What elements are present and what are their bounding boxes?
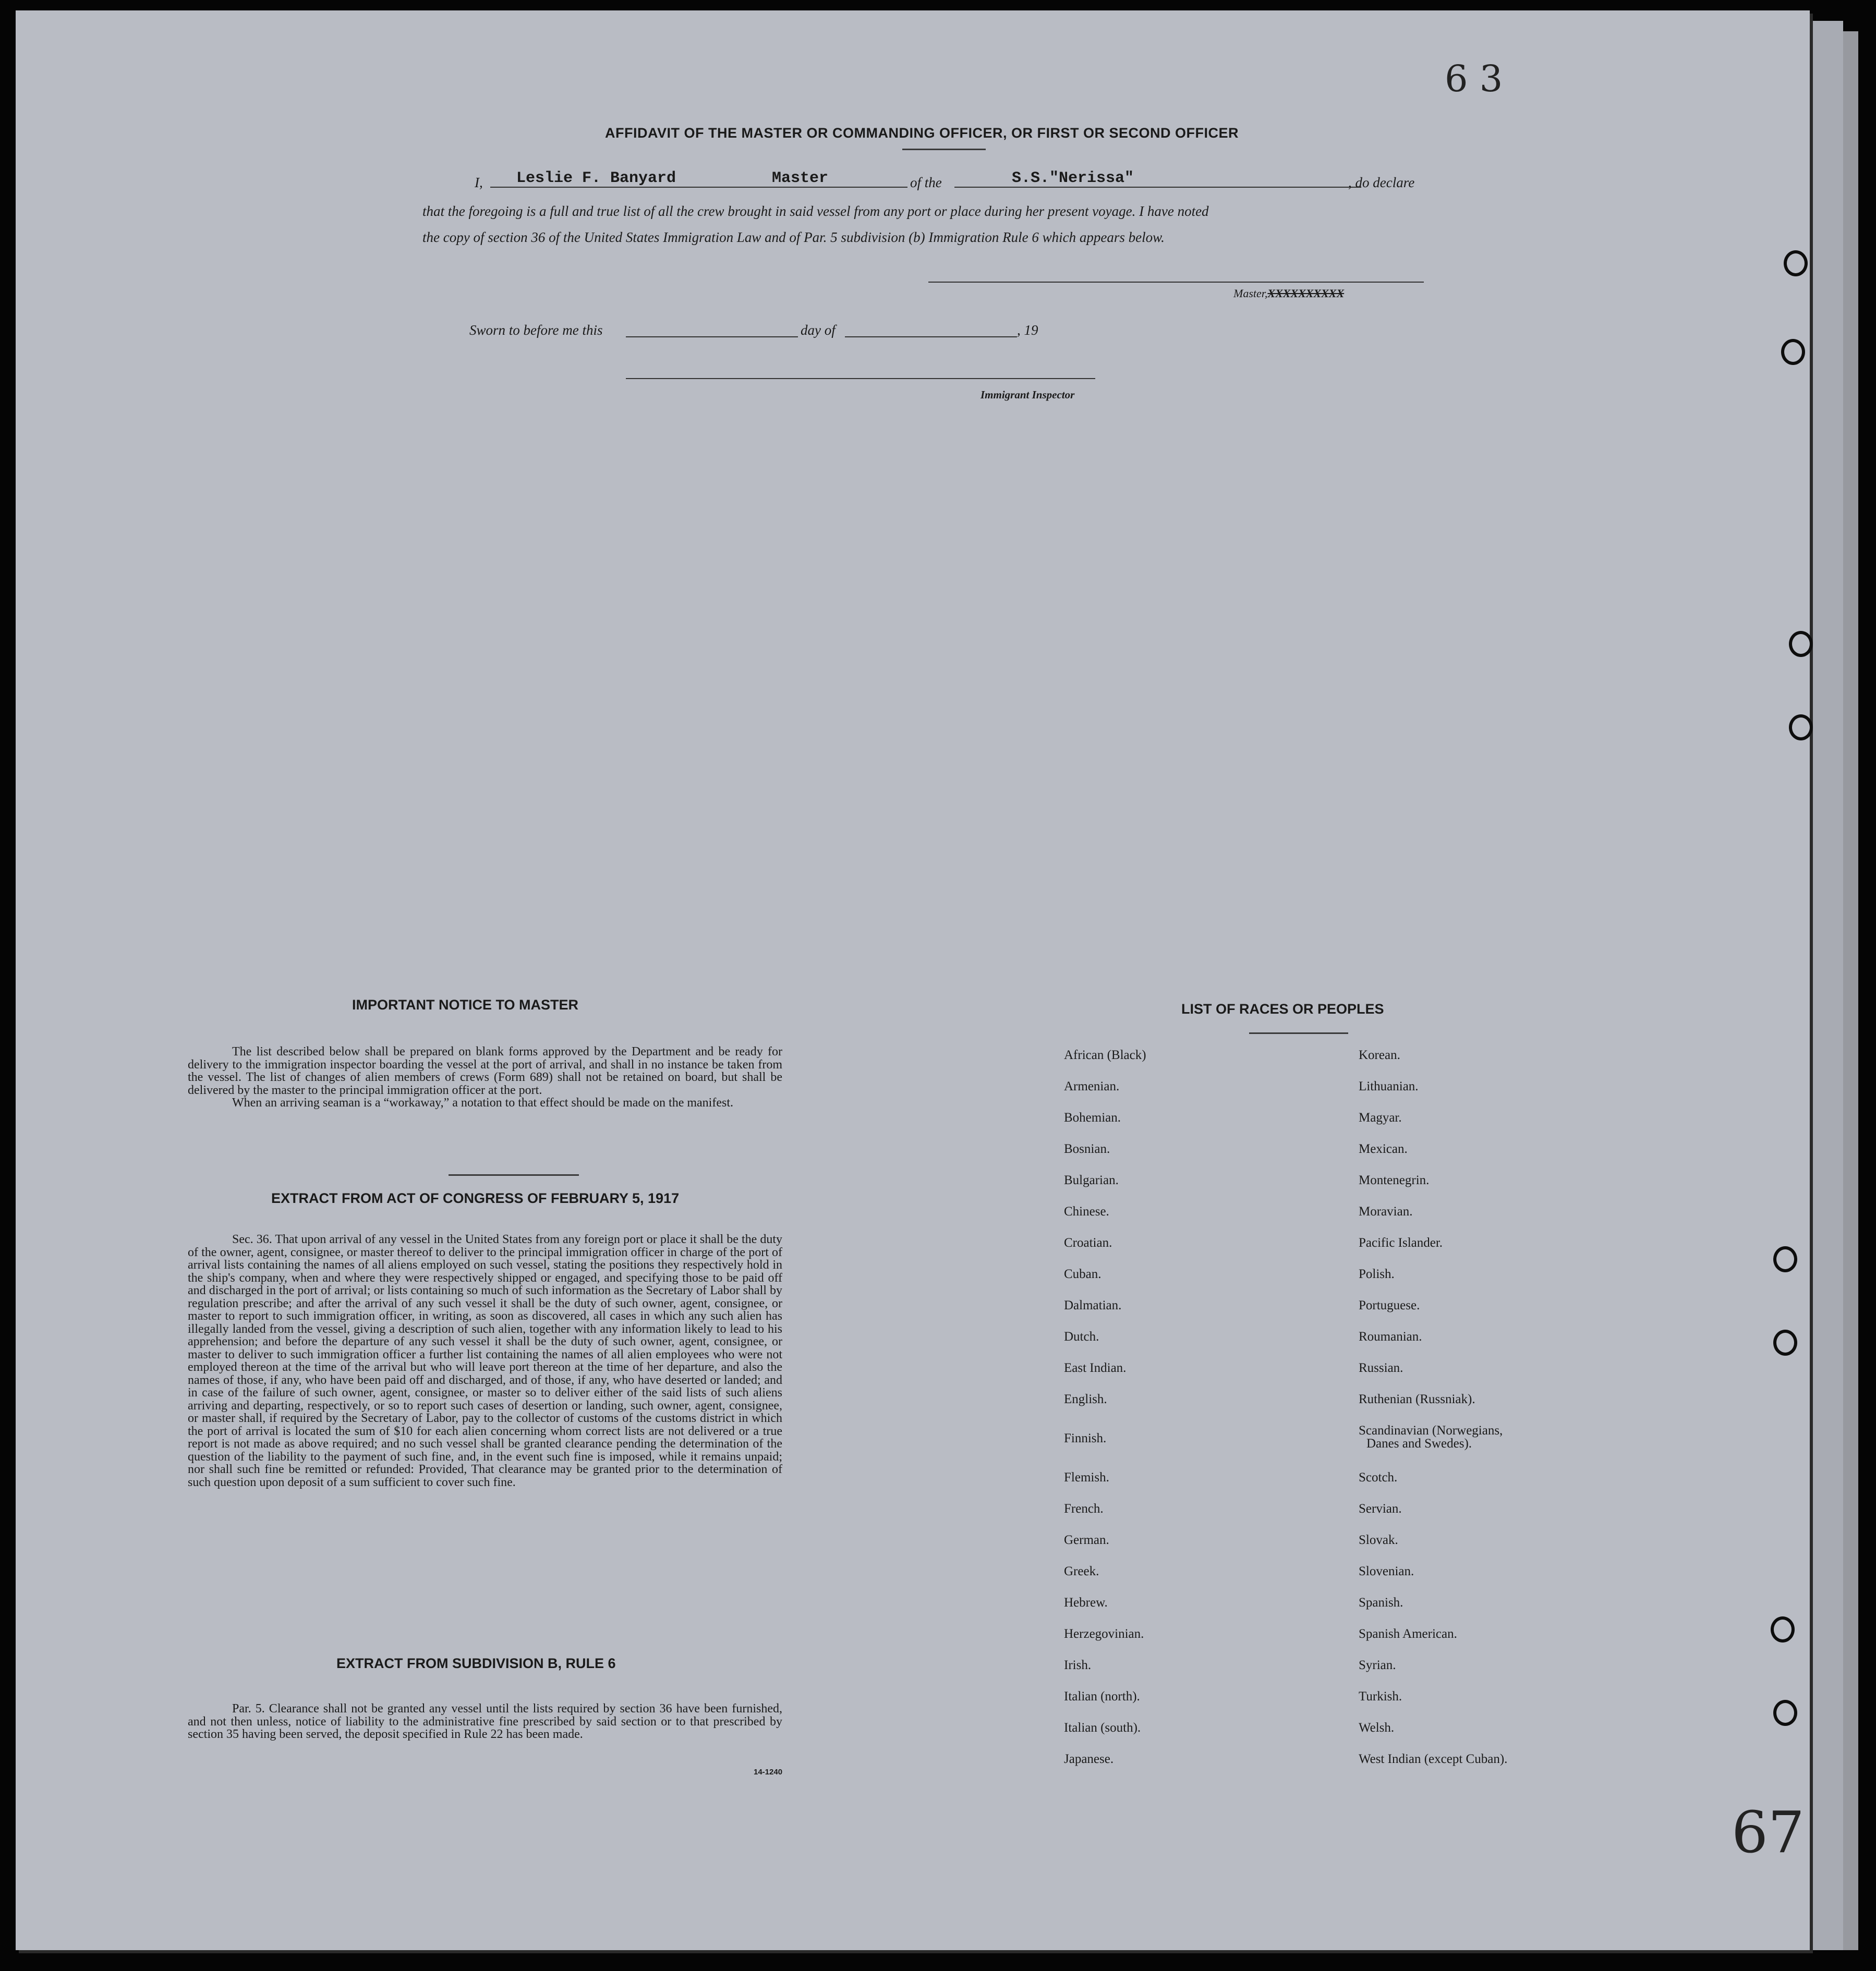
race-item: Portuguese. (1359, 1298, 1420, 1312)
race-item: Greek. (1064, 1564, 1099, 1578)
binder-hole (1773, 1700, 1797, 1726)
race-item: Chinese. (1064, 1204, 1109, 1219)
race-item: West Indian (except Cuban). (1359, 1752, 1508, 1766)
race-item: Syrian. (1359, 1658, 1396, 1672)
document-page (16, 10, 1810, 1950)
races-title-rule (1249, 1032, 1348, 1034)
race-item: Irish. (1064, 1658, 1092, 1672)
race-item: Montenegrin. (1359, 1173, 1430, 1187)
name-underline (490, 187, 907, 188)
binder-hole (1789, 631, 1813, 657)
declaration-line-1: that the foregoing is a full and true list of all the crew brought in said vessel from any port or place during her present voyage. I have noted (422, 203, 1209, 219)
race-item: German. (1064, 1533, 1109, 1547)
sworn-label: Sworn to before me this (469, 322, 603, 338)
inspector-signature-line (626, 378, 1095, 379)
race-item: Polish. (1359, 1267, 1395, 1281)
race-item: Scotch. (1359, 1470, 1398, 1485)
master-label: Master, (1233, 287, 1268, 300)
race-item: Hebrew. (1064, 1596, 1108, 1610)
act-extract-body (188, 1233, 782, 1489)
race-item: Herzegovinian. (1064, 1627, 1144, 1641)
race-item: Spanish. (1359, 1596, 1403, 1610)
race-item: Korean. (1359, 1048, 1400, 1062)
race-item: Dutch. (1064, 1330, 1099, 1344)
vessel-underline (954, 187, 1361, 188)
race-item: Dalmatian. (1064, 1298, 1122, 1312)
master-signature-line (928, 282, 1424, 283)
binder-hole (1773, 1246, 1797, 1272)
year-label: , 19 (1017, 322, 1038, 338)
race-item: Spanish American. (1359, 1627, 1457, 1641)
race-item: Lithuanian. (1359, 1079, 1419, 1093)
affidavit-title: AFFIDAVIT OF THE MASTER OR COMMANDING OFFICER, OR FIRST OR SECOND OFFICER (605, 125, 1239, 141)
race-item: French. (1064, 1502, 1104, 1516)
race-item: African (Black) (1064, 1048, 1146, 1062)
declaration-line-2: the copy of section 36 of the United States Immigration Law and of Par. 5 subdivision (b) Immigration Rule 6 which appears below. (422, 229, 1165, 245)
struck-text: XXXXXXXXXX (1267, 287, 1345, 300)
race-item: Slovak. (1359, 1533, 1398, 1547)
title-rule (902, 149, 986, 150)
notice-paragraph: When an arriving seaman is a “workaway,” a notation to that effect should be made on the manifest. (232, 1096, 733, 1110)
underlying-page-edge (1841, 31, 1858, 1950)
rule-extract-body (188, 1702, 782, 1741)
races-title: LIST OF RACES OR PEOPLES (1181, 1001, 1384, 1017)
act-extract-title: EXTRACT FROM ACT OF CONGRESS OF FEBRUARY 5, 1917 (271, 1190, 680, 1206)
master-rank: Master (772, 169, 829, 187)
binder-hole (1781, 339, 1805, 365)
inspector-label: Immigrant Inspector (981, 388, 1075, 401)
binder-hole (1784, 250, 1808, 276)
race-item: Magyar. (1359, 1111, 1402, 1125)
do-declare-label: , do declare (1348, 175, 1415, 190)
notice-paragraph: The list described below shall be prepared on blank forms approved by the Department and be ready for delivery to the immigration inspector boarding the vessel at the port of arrival, and shall in no instance be taken from the vessel. The list of changes of alien members of crews (Form 689) shall not be retained on board, but shall be delivered by the master to the principal immigration officer at the port. (188, 1045, 782, 1097)
race-item: Servian. (1359, 1502, 1402, 1516)
race-item: Ruthenian (Russniak). (1359, 1392, 1475, 1406)
race-item: Finnish. (1064, 1431, 1107, 1445)
race-item: East Indian. (1064, 1361, 1127, 1375)
race-item: Pacific Islander. (1359, 1236, 1443, 1250)
race-item: Moravian. (1359, 1204, 1413, 1219)
i-label: I, (475, 175, 483, 190)
race-item: Bohemian. (1064, 1111, 1121, 1125)
race-item: Armenian. (1064, 1079, 1120, 1093)
race-item: Roumanian. (1359, 1330, 1422, 1344)
sworn-month-line (845, 336, 1017, 337)
master-name: Leslie F. Banyard (516, 169, 676, 187)
sworn-day-line (626, 336, 798, 337)
binder-hole (1789, 714, 1813, 740)
day-of-label: day of (801, 322, 836, 338)
race-item: Slovenian. (1359, 1564, 1414, 1578)
rule-extract-paragraph: Par. 5. Clearance shall not be granted any vessel until the lists required by section 36 have been furnished, and not then unless, notice of liability to the administrative fine prescribed by said section or to that prescribed by section 35 having been served, the deposit specified in Rule 22 has been made. (188, 1702, 782, 1741)
binder-hole (1773, 1330, 1797, 1356)
race-item: Japanese. (1064, 1752, 1114, 1766)
handwritten-mark: 67 (1732, 1799, 1805, 1866)
binder-hole (1771, 1616, 1795, 1642)
underlying-page-edge (1810, 21, 1843, 1950)
master-signature-label (1233, 287, 1344, 300)
notice-title: IMPORTANT NOTICE TO MASTER (352, 997, 578, 1013)
race-item: Welsh. (1359, 1721, 1395, 1735)
section-rule (449, 1174, 579, 1176)
of-the-label: of the (910, 175, 942, 190)
race-item: Russian. (1359, 1361, 1403, 1375)
race-item: Danes and Swedes). (1366, 1437, 1472, 1451)
race-item: Cuban. (1064, 1267, 1102, 1281)
race-item: English. (1064, 1392, 1107, 1406)
rule-extract-title: EXTRACT FROM SUBDIVISION B, RULE 6 (336, 1656, 616, 1671)
race-item: Italian (north). (1064, 1689, 1140, 1704)
race-item: Bosnian. (1064, 1142, 1110, 1156)
race-item: Mexican. (1359, 1142, 1408, 1156)
form-number: 14-1240 (754, 1768, 783, 1777)
race-item: Turkish. (1359, 1689, 1402, 1704)
act-extract-paragraph: Sec. 36. That upon arrival of any vessel in the United States from any foreign port or place it shall be the duty of the owner, agent, consignee, or master thereof to deliver to the principal immigration officer in charge of the port of arrival lists containing the names of all aliens employed on such vessel, stating the positions they respectively hold in the ship's company, when and where they were respectively shipped or engaged, and specifying those to be paid off and discharged in the port of arrival; or lists containing so much of such information as the Secretary of Labor shall by regulation prescribe; and after the arrival of any such vessel it shall be the duty of such owner, agent, consignee, or master to report to such immigration officer, in writing, as soon as discovered, all cases in which any such alien has illegally landed from the vessel, giving a description of such alien, together with any information likely to lead to his apprehension; and before the departure of any such vessel it shall be the duty of such owner, agent, consignee, or master to deliver to such immigration officer a further list containing the names of all alien employees who were not employed thereon at the time of the arrival but who will leave port thereon at the time of her departure, and also the names of those, if any, who have been paid off and discharged, and of those, if any, who have deserted or landed; and in case of the failure of such owner, agent, consignee, or master so to deliver either of the said lists of such aliens arriving and departing, respectively, or so to report such cases of desertion or landing, such owner, agent, consignee, or master shall, if required by the Secretary of Labor, pay to the collector of customs of the customs district in which the port of arrival is located the sum of $10 for each alien concerning whom correct lists are not delivered or a true report is not made as above required; and no such vessel shall be granted clearance pending the determination of the question of the liability to the payment of such fine, and, in the event such fine is imposed, while it remains unpaid; nor shall such fine be remitted or refunded: Provided, That clearance may be granted prior to the determination of such question upon deposit of a sum sufficient to cover such fine. (188, 1233, 782, 1489)
race-item: Flemish. (1064, 1470, 1109, 1485)
bleed-through-text (1502, 417, 1509, 431)
handwritten-page-number: 6 3 (1445, 57, 1503, 100)
race-item: Scandinavian (Norwegians, (1359, 1424, 1503, 1438)
vessel-name: S.S."Nerissa" (1012, 169, 1134, 187)
race-item: Bulgarian. (1064, 1173, 1119, 1187)
race-item: Croatian. (1064, 1236, 1112, 1250)
notice-body (188, 1045, 782, 1110)
race-item: Italian (south). (1064, 1721, 1141, 1735)
